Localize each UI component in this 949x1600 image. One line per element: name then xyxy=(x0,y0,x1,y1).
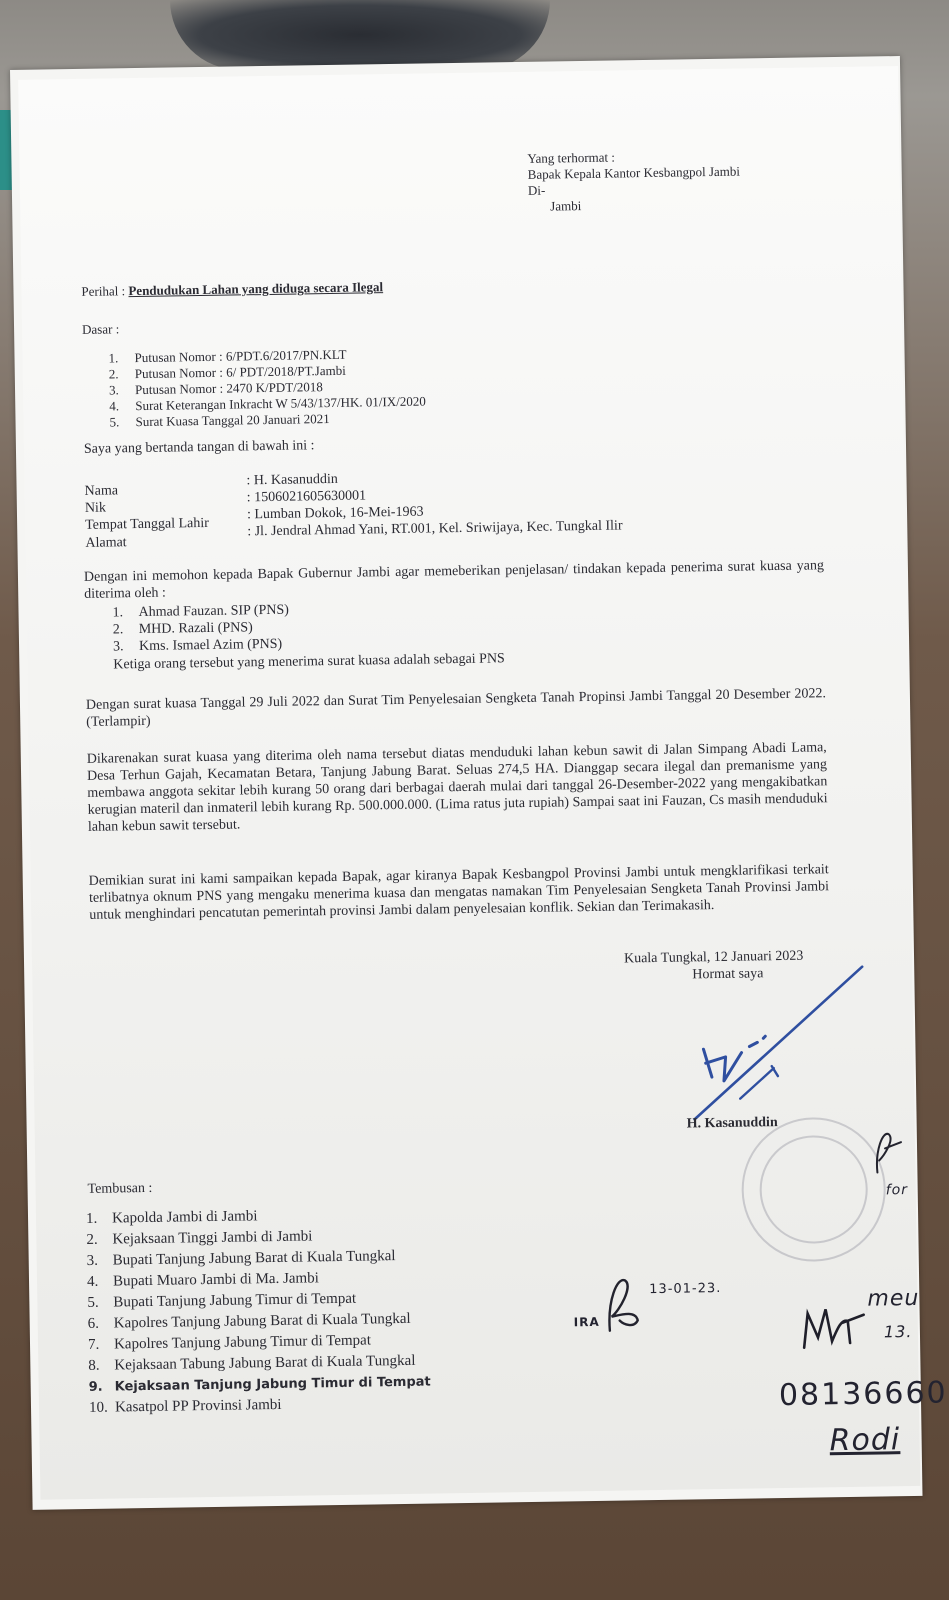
identity-label-name: Nama xyxy=(84,483,119,499)
basis-label: Dasar : xyxy=(81,321,120,337)
recipient-salutation: Yang terhormat : xyxy=(527,149,616,166)
list-item: 1. Putusan Nomor : 6/PDT.6/2017/PN.KLT xyxy=(108,346,347,366)
closing-regards: Hormat saya xyxy=(692,966,764,983)
official-stamp xyxy=(741,1116,887,1262)
margin-initial-signature xyxy=(867,1126,908,1177)
recipient-block xyxy=(18,66,898,214)
request-paragraph: Dengan ini memohon kepada Bapak Gubernur Jambi agar memeberikan penjelasan/ tindakan kepada penerima surat kuasa yang diterima oleh : xyxy=(83,558,825,602)
signer-name: H. Kasanuddin xyxy=(686,1115,778,1132)
recipient-di: Di- xyxy=(527,182,546,198)
list-item: 5. Bupati Tanjung Jabung Timur di Tempat xyxy=(87,1290,357,1311)
identity-value-address: : Jl. Jendral Ahmad Yani, RT.001, Kel. Sriwijaya, Kec. Tungkal Ilir xyxy=(247,518,623,540)
paragraph-closing-request: Demikian surat ini kami sampaikan kepada Bapak, agar kiranya Bapak Kesbangpol Provinsi Jambi untuk mengklarifikasi terkait terlibatnya oknum PNS yang mengaku menerima kuasa dan mengatas namakan Tim Penyelesaian Sengketa Tanah Provinsi Jambi untuk menghindari pencatutan pemerintah provinsi Jambi dalam penyelesaian konflik. Sekian dan Terimakasih. xyxy=(88,862,830,923)
mandate-recipient-list xyxy=(112,602,289,656)
identity-value-name: : H. Kasanuddin xyxy=(246,471,338,489)
list-item: 2. Putusan Nomor : 6/ PDT/2018/PT.Jambi xyxy=(108,362,346,382)
cc-list xyxy=(86,1204,431,1419)
list-item: 7. Kapolres Tanjung Jabung Timur di Tempat xyxy=(87,1332,372,1353)
identity-value-birth: : Lumban Dokok, 16-Mei-1963 xyxy=(246,504,424,523)
handwritten-phone-number: 08136660 xyxy=(778,1375,948,1414)
recipient-name: Bapak Kepala Kantor Kesbangpol Jambi xyxy=(527,163,741,182)
signature-mark xyxy=(652,946,885,1130)
identity-label-birth: Tempat Tanggal Lahir xyxy=(85,515,210,533)
receiver-initial-signature xyxy=(597,1270,648,1341)
list-item: 3. Kms. Ismael Azim (PNS) xyxy=(112,636,283,655)
mandate-note: Ketiga orang tersebut yang menerima surat kuasa adalah sebagai PNS xyxy=(113,651,505,673)
list-item: 6. Kapolres Tanjung Jabung Barat di Kuala Tungkal xyxy=(87,1310,411,1332)
list-item: 8. Kejaksaan Tabung Jabung Barat di Kuala Tungkal xyxy=(88,1352,416,1374)
identity-label-nik: Nik xyxy=(84,500,107,516)
closing-place-date: Kuala Tungkal, 12 Januari 2023 xyxy=(623,948,804,967)
identity-label-address: Alamat xyxy=(85,535,127,551)
list-item: 10. Kasatpol PP Provinsi Jambi xyxy=(88,1396,282,1416)
list-item: 1. Kapolda Jambi di Jambi xyxy=(85,1208,258,1227)
list-item: 2. Kejaksaan Tinggi Jambi di Jambi xyxy=(86,1228,313,1248)
handwritten-note-2: 13. xyxy=(883,1321,913,1342)
handwritten-note-1: meu xyxy=(867,1285,920,1312)
subject-label: Perihal : xyxy=(81,283,126,299)
letter-paper xyxy=(10,56,948,1510)
subject-line xyxy=(81,278,383,301)
subject-text: Pendudukan Lahan yang diduga secara Ilegal xyxy=(128,279,384,299)
list-item: 5. Surat Kuasa Tanggal 20 Januari 2021 xyxy=(109,411,330,430)
list-item: 4. Bupati Muaro Jambi di Ma. Jambi xyxy=(86,1270,319,1290)
list-item: 9. Kejaksaan Tanjung Jabung Timur di Tempat xyxy=(88,1374,431,1395)
identity-value-nik: : 1506021605630001 xyxy=(246,488,367,506)
handwritten-signature-2 xyxy=(797,1293,868,1354)
recipient-city: Jambi xyxy=(550,198,582,214)
list-item: 4. Surat Keterangan Inkracht W 5/43/137/HK. 01/IX/2020 xyxy=(109,393,426,414)
letter-sheet xyxy=(18,66,948,1500)
handwritten-receive-date: 13-01-23. xyxy=(649,1280,722,1298)
handwritten-margin-word: for xyxy=(885,1182,909,1199)
basis-list xyxy=(108,346,426,431)
list-item: 3. Putusan Nomor : 2470 K/PDT/2018 xyxy=(108,379,323,398)
handwritten-name: Rodi xyxy=(829,1422,901,1459)
stamp-inner-ring xyxy=(759,1135,869,1245)
list-item: 1. Ahmad Fauzan. SIP (PNS) xyxy=(112,602,290,621)
handwritten-receiver-mark: IRA xyxy=(573,1314,600,1330)
list-item: 3. Bupati Tanjung Jabung Barat di Kuala Tungkal xyxy=(86,1248,396,1269)
list-item: 2. MHD. Razali (PNS) xyxy=(112,620,253,638)
paragraph-letter-of-authority: Dengan surat kuasa Tanggal 29 Juli 2022 dan Surat Tim Penyelesaian Sengketa Tanah Propinsi Jambi Tanggal 20 Desember 2022. (Terlampir) xyxy=(85,686,827,730)
background-cloth xyxy=(170,0,550,70)
cc-label: Tembusan : xyxy=(87,1180,153,1197)
signer-intro: Saya yang bertanda tangan di bawah ini : xyxy=(83,438,315,457)
paragraph-land-occupation: Dikarenakan surat kuasa yang diterima oleh nama tersebut diatas menduduki lahan kebun sawit di Jalan Simpang Abadi Lama, Desa Terhun Gajah, Kecamatan Betara, Tanjung Jabung Barat. Seluas 274,5 HA. Dianggap secara ilegal dan premanisme yang membawa anggota sekitar lebih kurang 50 orang dari berbagai daerah mulai dari tanggal 26-Desember-2022 yang mengakibatkan kerugian materil dan inmateril lebih kurang Rp. 500.000.000. (Lima ratus juta rupiah) Sampai saat ini Fauzan, Cs masih menduduki lahan kebun sawit tersebut. xyxy=(86,740,828,835)
